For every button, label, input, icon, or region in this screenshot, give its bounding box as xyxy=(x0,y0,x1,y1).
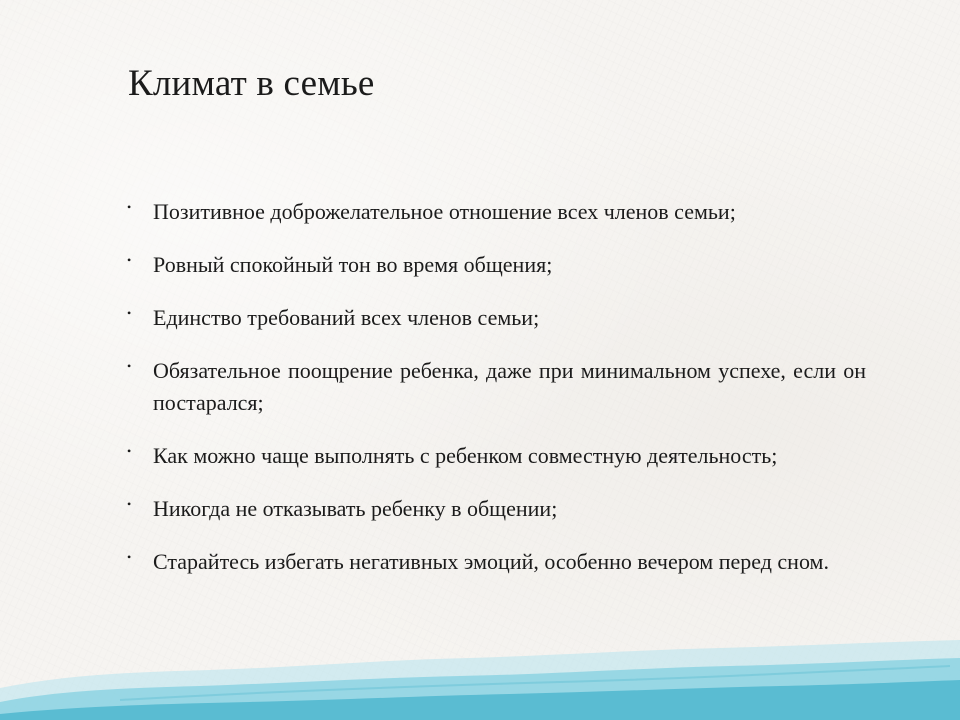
list-item-text: Позитивное доброжелательное отношение всех членов семьи; xyxy=(153,199,736,224)
list-item xyxy=(127,440,866,472)
list-item-text: Ровный спокойный тон во время общения; xyxy=(153,252,553,277)
list-item-text: Как можно чаще выполнять с ребенком совместную деятельность; xyxy=(153,443,778,468)
bullet-icon: • xyxy=(127,550,132,564)
bullet-icon: • xyxy=(127,253,132,267)
bullet-list xyxy=(127,196,866,599)
bullet-icon: • xyxy=(127,497,132,511)
list-item xyxy=(127,196,866,228)
bullet-icon: • xyxy=(127,444,132,458)
bullet-icon: • xyxy=(127,359,132,373)
bullet-icon: • xyxy=(127,306,132,320)
list-item xyxy=(127,546,866,578)
list-item-text: Единство требований всех членов семьи; xyxy=(153,305,540,330)
bullet-icon: • xyxy=(127,200,132,214)
list-item xyxy=(127,249,866,281)
list-item xyxy=(127,355,866,419)
list-item xyxy=(127,302,866,334)
list-item-text: Никогда не отказывать ребенку в общении; xyxy=(153,496,558,521)
list-item xyxy=(127,493,866,525)
slide-title: Климат в семье xyxy=(128,63,375,104)
list-item-text: Старайтесь избегать негативных эмоций, особенно вечером перед сном. xyxy=(153,549,829,574)
watercolor-decoration xyxy=(0,630,960,720)
list-item-text: Обязательное поощрение ребенка, даже при минимальном успехе, если он постарался; xyxy=(153,358,866,415)
